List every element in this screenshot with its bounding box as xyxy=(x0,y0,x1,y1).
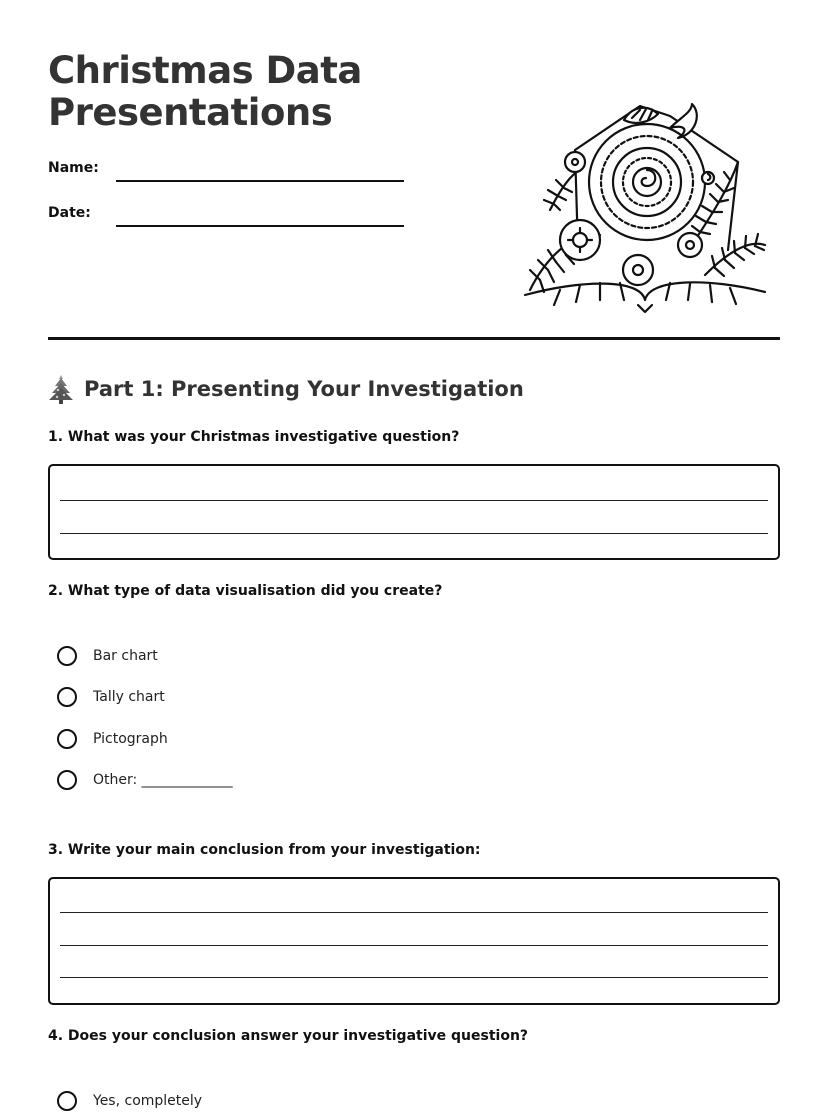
radio-button[interactable] xyxy=(57,687,77,707)
option-label: Yes, completely xyxy=(93,1093,203,1109)
option-label: Bar chart xyxy=(93,648,158,664)
question-4: 4. Does your conclusion answer your investigative question? xyxy=(48,1028,529,1044)
option-yes-completely[interactable] xyxy=(57,1091,202,1111)
answer-box-q1[interactable] xyxy=(48,464,780,560)
name-label: Name: xyxy=(48,160,99,176)
option-tally-chart[interactable] xyxy=(57,687,165,707)
option-pictograph[interactable] xyxy=(57,729,168,749)
header-divider xyxy=(48,337,780,340)
radio-button[interactable] xyxy=(57,646,77,666)
title-line-1: Christmas Data xyxy=(48,49,362,92)
christmas-wreath-koru-illustration xyxy=(520,100,770,315)
option-other[interactable] xyxy=(57,770,233,790)
radio-button[interactable] xyxy=(57,1091,77,1111)
radio-button[interactable] xyxy=(57,729,77,749)
question-3: 3. Write your main conclusion from your investigation: xyxy=(48,842,481,858)
answer-line xyxy=(60,912,768,913)
title-line-2: Presentations xyxy=(48,91,333,134)
answer-box-q3[interactable] xyxy=(48,877,780,1005)
date-field[interactable] xyxy=(116,225,404,227)
answer-line xyxy=(60,977,768,978)
option-label: Pictograph xyxy=(93,731,168,747)
option-label: Other: _____________ xyxy=(93,772,233,788)
date-label: Date: xyxy=(48,205,91,221)
part1-heading xyxy=(48,374,524,404)
option-label: Tally chart xyxy=(93,689,165,705)
question-1: 1. What was your Christmas investigative question? xyxy=(48,429,460,445)
page-title xyxy=(48,50,448,134)
answer-line xyxy=(60,945,768,946)
name-field[interactable] xyxy=(116,180,404,182)
section-title: Part 1: Presenting Your Investigation xyxy=(84,377,524,401)
answer-line xyxy=(60,500,768,501)
question-2: 2. What type of data visualisation did you create? xyxy=(48,583,443,599)
answer-line xyxy=(60,533,768,534)
christmas-tree-icon xyxy=(48,374,74,404)
option-bar-chart[interactable] xyxy=(57,646,158,666)
radio-button[interactable] xyxy=(57,770,77,790)
